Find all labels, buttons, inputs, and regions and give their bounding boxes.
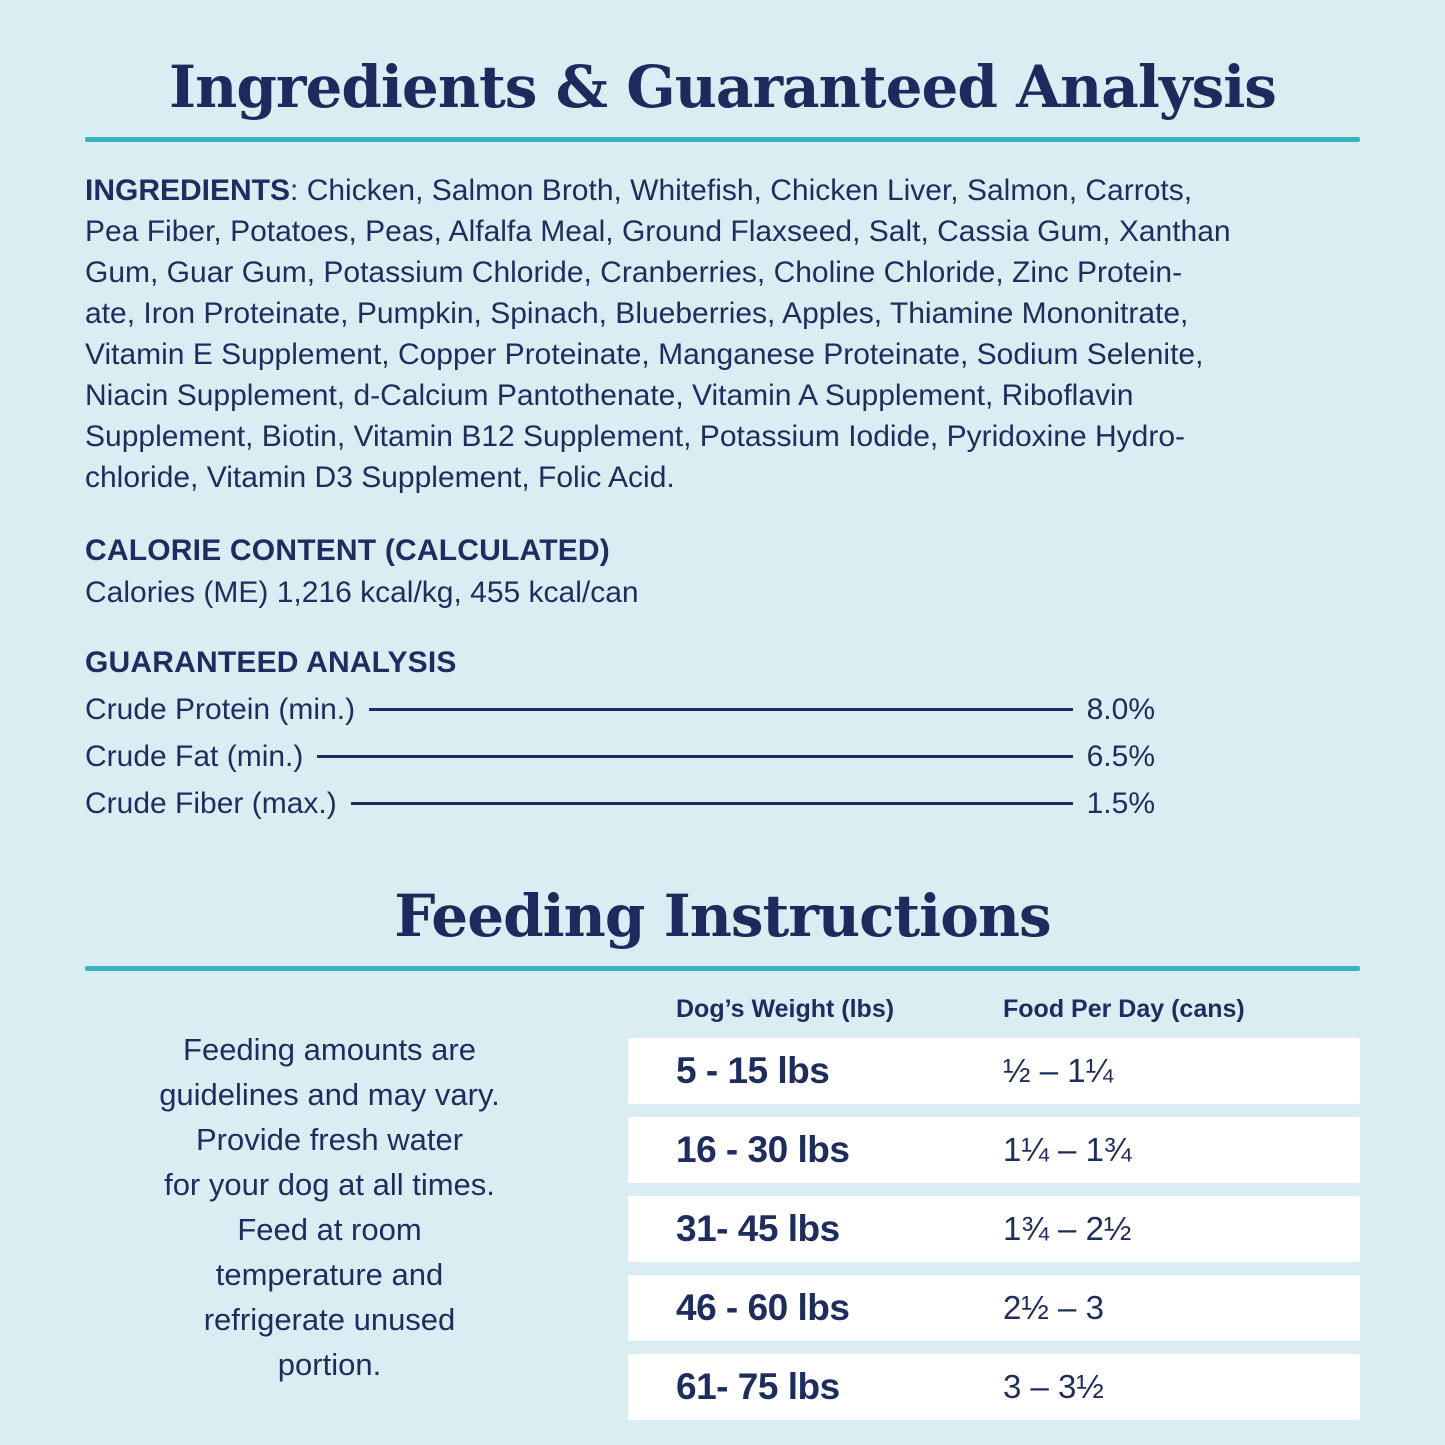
feeding-table (628, 991, 1360, 1433)
teal-divider-top (85, 137, 1360, 142)
leader-line (369, 708, 1073, 711)
feeding-table-header (628, 995, 1360, 1024)
analysis-row-value: 6.5% (1086, 739, 1155, 773)
analysis-row (85, 787, 1155, 821)
feeding-note (97, 1027, 562, 1433)
section-title-feeding: Feeding Instructions (394, 881, 1051, 950)
weight-range: 5 - 15 lbs (676, 1049, 830, 1091)
feeding-content (85, 991, 1360, 1433)
teal-divider-bottom (85, 966, 1360, 971)
leader-line (351, 802, 1073, 805)
calorie-content-value: Calories (ME) 1,216 kcal/kg, 455 kcal/can (85, 575, 639, 609)
ingredients-line: Vitamin E Supplement, Copper Proteinate, Manganese Proteinate, Sodium Selenite, (85, 337, 1204, 371)
calorie-content-heading: CALORIE CONTENT (CALCULATED) (85, 533, 610, 567)
ingredients-analysis-section (85, 52, 1360, 821)
table-row (628, 1275, 1360, 1341)
ingredients-line: ate, Iron Proteinate, Pumpkin, Spinach, Blueberries, Apples, Thiamine Mononitrate, (85, 296, 1189, 330)
feeding-note-line: guidelines and may vary. (159, 1076, 500, 1112)
table-row (628, 1038, 1360, 1104)
cans-range: 1¼ – 1¾ (1003, 1130, 1132, 1168)
feeding-note-line: refrigerate unused (203, 1301, 456, 1337)
cans-range: ½ – 1¼ (1003, 1051, 1114, 1089)
analysis-row (85, 693, 1155, 727)
analysis-row-value: 8.0% (1086, 692, 1155, 726)
cans-range: 3 – 3½ (1003, 1367, 1104, 1405)
weight-range: 31- 45 lbs (676, 1207, 840, 1249)
ingredients-label: INGREDIENTS (85, 173, 291, 207)
feeding-instructions-section (85, 881, 1360, 1433)
analysis-row-value: 1.5% (1086, 786, 1155, 820)
cans-range: 1¾ – 2½ (1003, 1209, 1132, 1247)
cans-range: 2½ – 3 (1003, 1288, 1104, 1326)
guaranteed-analysis-heading: GUARANTEED ANALYSIS (85, 645, 457, 679)
weight-range: 46 - 60 lbs (676, 1286, 850, 1328)
table-row (628, 1117, 1360, 1183)
feeding-note-line: Provide fresh water (195, 1121, 464, 1157)
ingredients-line: Supplement, Biotin, Vitamin B12 Supplement, Potassium Iodide, Pyridoxine Hydro- (85, 419, 1186, 453)
table-row (628, 1354, 1360, 1420)
ingredients-line-rest: : Chicken, Salmon Broth, Whitefish, Chicken Liver, Salmon, Carrots, (290, 173, 1193, 207)
analysis-row (85, 740, 1155, 774)
feeding-note-line: Feeding amounts are (183, 1031, 476, 1067)
feeding-note-line: portion. (277, 1346, 382, 1382)
table-row (628, 1196, 1360, 1262)
analysis-row-label: Crude Protein (min.) (85, 692, 356, 726)
weight-column-header: Dog’s Weight (lbs) (676, 994, 895, 1023)
ingredients-line: Niacin Supplement, d-Calcium Pantothenate, Vitamin A Supplement, Riboflavin (85, 378, 1134, 412)
ingredients-line: chloride, Vitamin D3 Supplement, Folic Acid. (85, 460, 675, 494)
weight-range: 16 - 30 lbs (676, 1128, 850, 1170)
ingredients-paragraph (85, 170, 1360, 498)
section-title-ingredients: Ingredients & Guaranteed Analysis (169, 53, 1276, 121)
ingredients-line: Gum, Guar Gum, Potassium Chloride, Cranberries, Choline Chloride, Zinc Protein- (85, 255, 1183, 289)
ingredients-line (85, 170, 1360, 211)
feeding-note-line: for your dog at all times. (164, 1166, 495, 1202)
feeding-note-line: temperature and (215, 1256, 444, 1292)
feeding-note-line: Feed at room (237, 1211, 422, 1247)
ingredients-line: Pea Fiber, Potatoes, Peas, Alfalfa Meal, Ground Flaxseed, Salt, Cassia Gum, Xanthan (85, 214, 1231, 248)
analysis-row-label: Crude Fiber (max.) (85, 786, 337, 820)
guaranteed-analysis-rows (85, 693, 1155, 821)
analysis-row-label: Crude Fat (min.) (85, 739, 304, 773)
weight-range: 61- 75 lbs (676, 1365, 840, 1407)
cans-column-header: Food Per Day (cans) (1003, 994, 1245, 1023)
leader-line (317, 755, 1072, 758)
